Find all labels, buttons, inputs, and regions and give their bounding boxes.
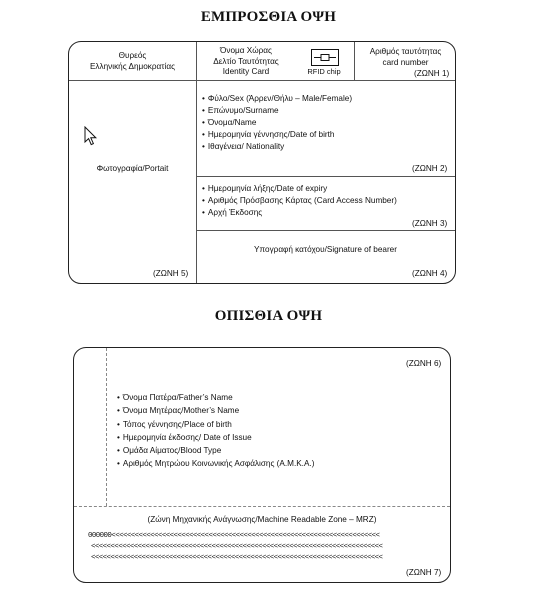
zone7-label: (ΖΩΝΗ 7) bbox=[406, 568, 442, 577]
country-doc-label bbox=[196, 46, 296, 78]
rfid-chip-icon bbox=[311, 49, 339, 66]
zone2-label: (ΖΩΝΗ 2) bbox=[412, 164, 448, 173]
mrz-line-2: <<<<<<<<<<<<<<<<<<<<<<<<<<<<<<<<<<<<<<<<<<<<<<<<<<<<<<<<<<<<<<<<<<<<<<<<<<< bbox=[91, 543, 383, 551]
identity-card-english-label: Identity Card bbox=[222, 67, 270, 76]
back-side-title: ΟΠΙΣΘΙΑ ΟΨΗ bbox=[214, 308, 323, 324]
list-item: • Φύλο/Sex (Άρρεν/Θήλυ – Male/Female) bbox=[202, 93, 352, 105]
mouse-pointer-icon bbox=[84, 126, 98, 146]
list-item: • Ημερομηνία γέννησης/Date of birth bbox=[202, 129, 352, 141]
zone3-label: (ΖΩΝΗ 3) bbox=[412, 219, 448, 228]
list-item: • Επώνυμο/Surname bbox=[202, 105, 352, 117]
zone3-field-list bbox=[202, 183, 397, 219]
zone1-label: (ΖΩΝΗ 1) bbox=[414, 69, 450, 78]
back-vertical-guide bbox=[106, 348, 107, 506]
front-card bbox=[68, 41, 456, 284]
list-item: • Ημερομηνία λήξης/Date of expiry bbox=[202, 183, 397, 195]
identity-card-greek-label: Δελτίο Ταυτότητας bbox=[213, 56, 279, 66]
coat-of-arms-label bbox=[69, 51, 196, 72]
mrz-line-1: 000000<<<<<<<<<<<<<<<<<<<<<<<<<<<<<<<<<<<<<<<<<<<<<<<<<<<<<<<<<<<<<<<<<<<<< bbox=[88, 532, 380, 540]
portrait-label: Φωτογραφία/Portait bbox=[96, 164, 169, 173]
list-item: • Όνομα Μητέρας/Mother’s Name bbox=[117, 404, 314, 417]
mrz-line-3: <<<<<<<<<<<<<<<<<<<<<<<<<<<<<<<<<<<<<<<<<<<<<<<<<<<<<<<<<<<<<<<<<<<<<<<<<<< bbox=[91, 554, 383, 562]
front-side-title: ΕΜΠΡΟΣΘΙΑ ΟΨΗ bbox=[200, 9, 337, 25]
coat-of-arms-line-2: Ελληνικής Δημοκρατίας bbox=[89, 61, 176, 71]
card-number-label bbox=[354, 47, 457, 68]
zone6-label: (ΖΩΝΗ 6) bbox=[406, 359, 442, 368]
list-item: • Ημερομηνία έκδοσης/ Date of Issue bbox=[117, 431, 314, 444]
coat-of-arms-line-1: Θυρεός bbox=[118, 51, 147, 60]
country-name-label: Όνομα Χώρας bbox=[220, 46, 272, 55]
list-item: • Αριθμός Πρόσβασης Κάρτας (Card Access Number) bbox=[202, 195, 397, 207]
front-zone3-divider bbox=[196, 230, 455, 231]
list-item: • Όνομα Πατέρα/Father’s Name bbox=[117, 391, 314, 404]
mrz-title: (Ζώνη Μηχανικής Ανάγνωσης/Machine Readable Zone – MRZ) bbox=[147, 515, 377, 524]
front-zone2-divider bbox=[196, 176, 455, 177]
back-mrz-divider bbox=[74, 506, 450, 507]
front-top-row-divider bbox=[69, 80, 455, 81]
list-item: • Τόπος γέννησης/Place of birth bbox=[117, 418, 314, 431]
zone2-field-list bbox=[202, 93, 352, 153]
list-item: • Όνομα/Name bbox=[202, 117, 352, 129]
rfid-chip-label: RFID chip bbox=[307, 67, 341, 76]
list-item: • Αρχή Έκδοσης bbox=[202, 207, 397, 219]
signature-label: Υπογραφή κατόχου/Signature of bearer bbox=[254, 245, 397, 254]
card-number-greek-label: Αριθμός ταυτότητας bbox=[369, 47, 442, 56]
list-item: • Αριθμός Μητρώου Κοινωνικής Ασφάλισης (Α.Μ.Κ.Α.) bbox=[117, 457, 314, 470]
list-item: • Ιθαγένεια/ Nationality bbox=[202, 141, 352, 153]
back-card bbox=[73, 347, 451, 583]
list-item: • Ομάδα Αίματος/Blood Type bbox=[117, 444, 314, 457]
zone6-field-list bbox=[117, 391, 314, 471]
zone5-label: (ΖΩΝΗ 5) bbox=[153, 269, 189, 278]
card-number-english-label: card number bbox=[382, 57, 429, 67]
zone4-label: (ΖΩΝΗ 4) bbox=[412, 269, 448, 278]
